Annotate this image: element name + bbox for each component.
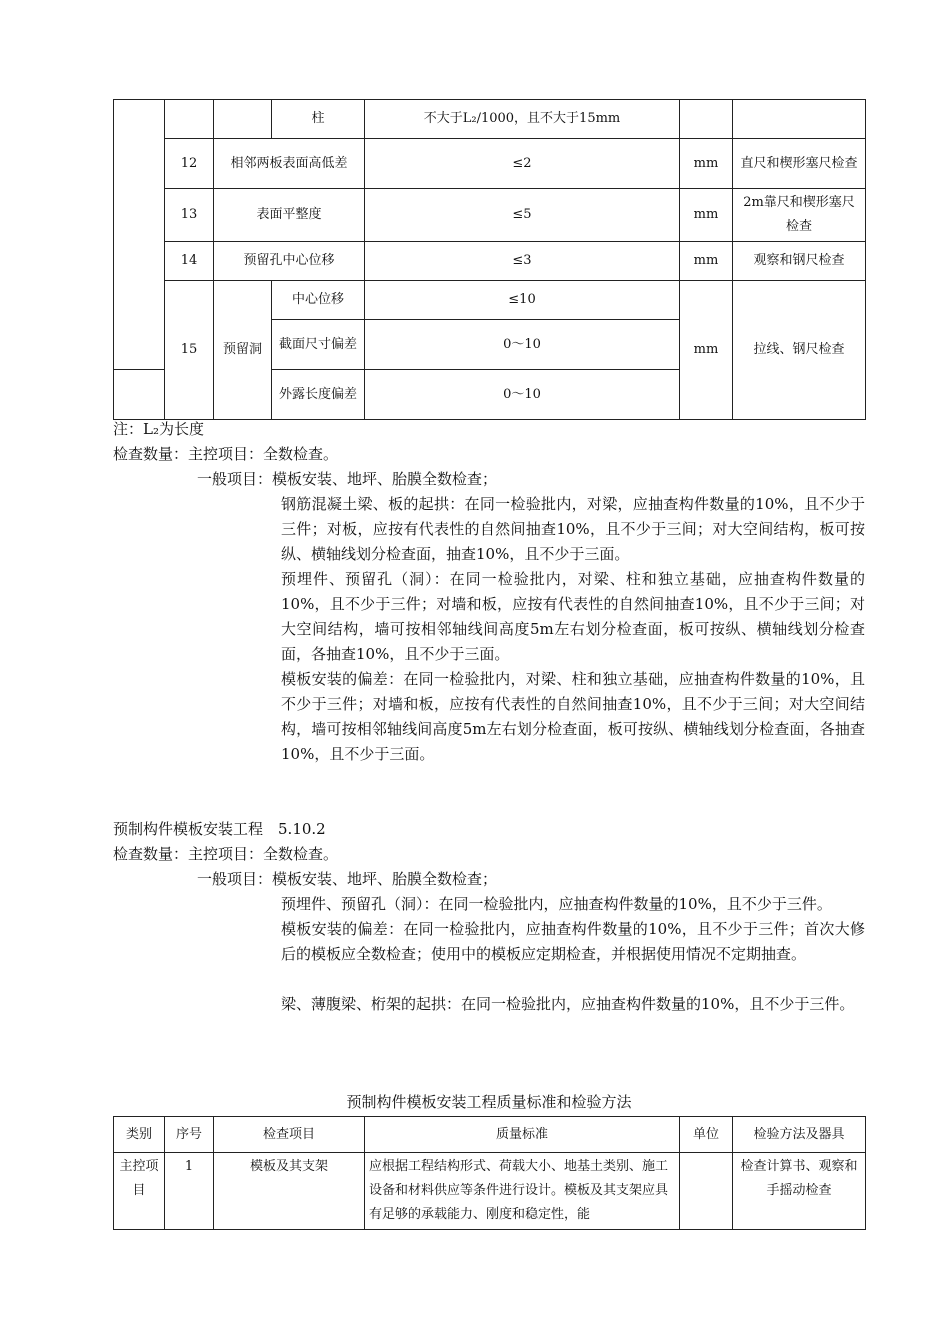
item-cell: 模板及其支架: [214, 1153, 365, 1230]
item-cell: 预留孔中心位移: [214, 242, 365, 281]
std-cell: ≤2: [365, 139, 680, 189]
paragraph: 钢筋混凝土梁、板的起拱：在同一检验批内，对梁，应抽查构件数量的10%，且不少于三件；对板，应按有代表性的自然间抽查10%，且不少于三间；对大空间结构，板可按纵、横轴线划分检查面，抽查10%，且不少于三面。: [281, 495, 865, 563]
check-quantity: 检查数量：主控项目：全数检查。: [113, 445, 339, 463]
unit-cell: [680, 1153, 733, 1230]
paragraph: 模板安装的偏差：在同一检验批内，应抽查构件数量的10%，且不少于三件；首次大修后的模板应全数检查；使用中的模板应定期检查，并根据使用情况不定期抽查。: [281, 920, 865, 963]
no-cell: 15: [165, 281, 214, 420]
table-row: [114, 281, 866, 320]
method-cell: 观察和钢尺检查: [733, 242, 866, 281]
sub-item-cell: 截面尺寸偏差: [272, 320, 365, 370]
table-header-row: [114, 1117, 866, 1153]
sub-item-cell: 中心位移: [272, 281, 365, 320]
category-cell: [114, 100, 165, 370]
std-cell: 不大于L₂/1000，且不大于15mm: [365, 100, 680, 139]
std-cell: ≤10: [365, 281, 680, 320]
unit-cell: mm: [680, 242, 733, 281]
paragraph: 预埋件、预留孔（洞）：在同一检验批内，应抽查构件数量的10%，且不少于三件。: [281, 895, 832, 913]
method-cell: 检查计算书、观察和手摇动检查: [733, 1153, 866, 1230]
item-cell: 相邻两板表面高低差: [214, 139, 365, 189]
header-cell: 类别: [114, 1117, 165, 1153]
table-row: [114, 242, 866, 281]
table-row: [114, 1153, 866, 1230]
unit-cell: [680, 100, 733, 139]
table-note: 注：L₂为长度: [113, 420, 204, 438]
paragraph: 预埋件、预留孔（洞）：在同一检验批内，对梁、柱和独立基础，应抽查构件数量的10%，且不少于三件；对墙和板，应按有代表性的自然间抽查10%，且不少于三间；对大空间结构，墙可按相邻轴线间高度5m左右划分检查面，板可按纵、横轴线划分检查面，各抽查10%，且不少于三面。: [281, 570, 865, 663]
no-cell: 1: [165, 1153, 214, 1230]
method-cell: 拉线、钢尺检查: [733, 281, 866, 420]
header-cell: 单位: [680, 1117, 733, 1153]
table-row: [114, 139, 866, 189]
no-cell: 13: [165, 189, 214, 242]
no-cell: 14: [165, 242, 214, 281]
std-cell: 应根据工程结构形式、荷载大小、地基土类别、施工设备和材料供应等条件进行设计。模板及其支架应具有足够的承载能力、刚度和稳定性，能: [365, 1153, 680, 1230]
table-row: [114, 100, 866, 139]
std-cell: ≤5: [365, 189, 680, 242]
spacer-cell: [114, 370, 165, 420]
header-cell: 序号: [165, 1117, 214, 1153]
method-cell: 2m靠尺和楔形塞尺检查: [733, 189, 866, 242]
unit-cell: mm: [680, 281, 733, 420]
std-cell: 0～10: [365, 320, 680, 370]
general-items: 一般项目：模板安装、地坪、胎膜全数检查；: [197, 870, 498, 888]
tolerance-table: [113, 99, 866, 420]
item-cell: 预留洞: [214, 281, 272, 420]
no-cell: [165, 100, 214, 139]
category-cell: 主控项目: [114, 1153, 165, 1230]
sub-item-cell: 外露长度偏差: [272, 370, 365, 420]
std-cell: 0～10: [365, 370, 680, 420]
section-title: 预制构件模板安装工程 5.10.2: [113, 820, 326, 838]
quality-standard-table: [113, 1116, 866, 1230]
general-items: 一般项目：模板安装、地坪、胎膜全数检查；: [197, 470, 498, 488]
unit-cell: mm: [680, 139, 733, 189]
paragraph: 梁、薄腹梁、桁架的起拱：在同一检验批内，应抽查构件数量的10%，且不少于三件。: [281, 995, 855, 1013]
paragraph: 模板安装的偏差：在同一检验批内，对梁、柱和独立基础，应抽查构件数量的10%，且不少于三件；对墙和板，应按有代表性的自然间抽查10%，且不少于三间；对大空间结构，墙可按相邻轴线间高度5m左右划分检查面，板可按纵、横轴线划分检查面，各抽查10%，且不少于三面。: [281, 670, 865, 763]
item-cell: 表面平整度: [214, 189, 365, 242]
item-cell: [214, 100, 272, 139]
std-cell: ≤3: [365, 242, 680, 281]
table-row: [114, 189, 866, 242]
method-cell: [733, 100, 866, 139]
no-cell: 12: [165, 139, 214, 189]
header-cell: 检验方法及器具: [733, 1117, 866, 1153]
sub-item-cell: 柱: [272, 100, 365, 139]
check-quantity: 检查数量：主控项目：全数检查。: [113, 845, 339, 863]
method-cell: 直尺和楔形塞尺检查: [733, 139, 866, 189]
header-cell: 检查项目: [214, 1117, 365, 1153]
unit-cell: mm: [680, 189, 733, 242]
header-cell: 质量标准: [365, 1117, 680, 1153]
table-caption: 预制构件模板安装工程质量标准和检验方法: [346, 1093, 632, 1111]
